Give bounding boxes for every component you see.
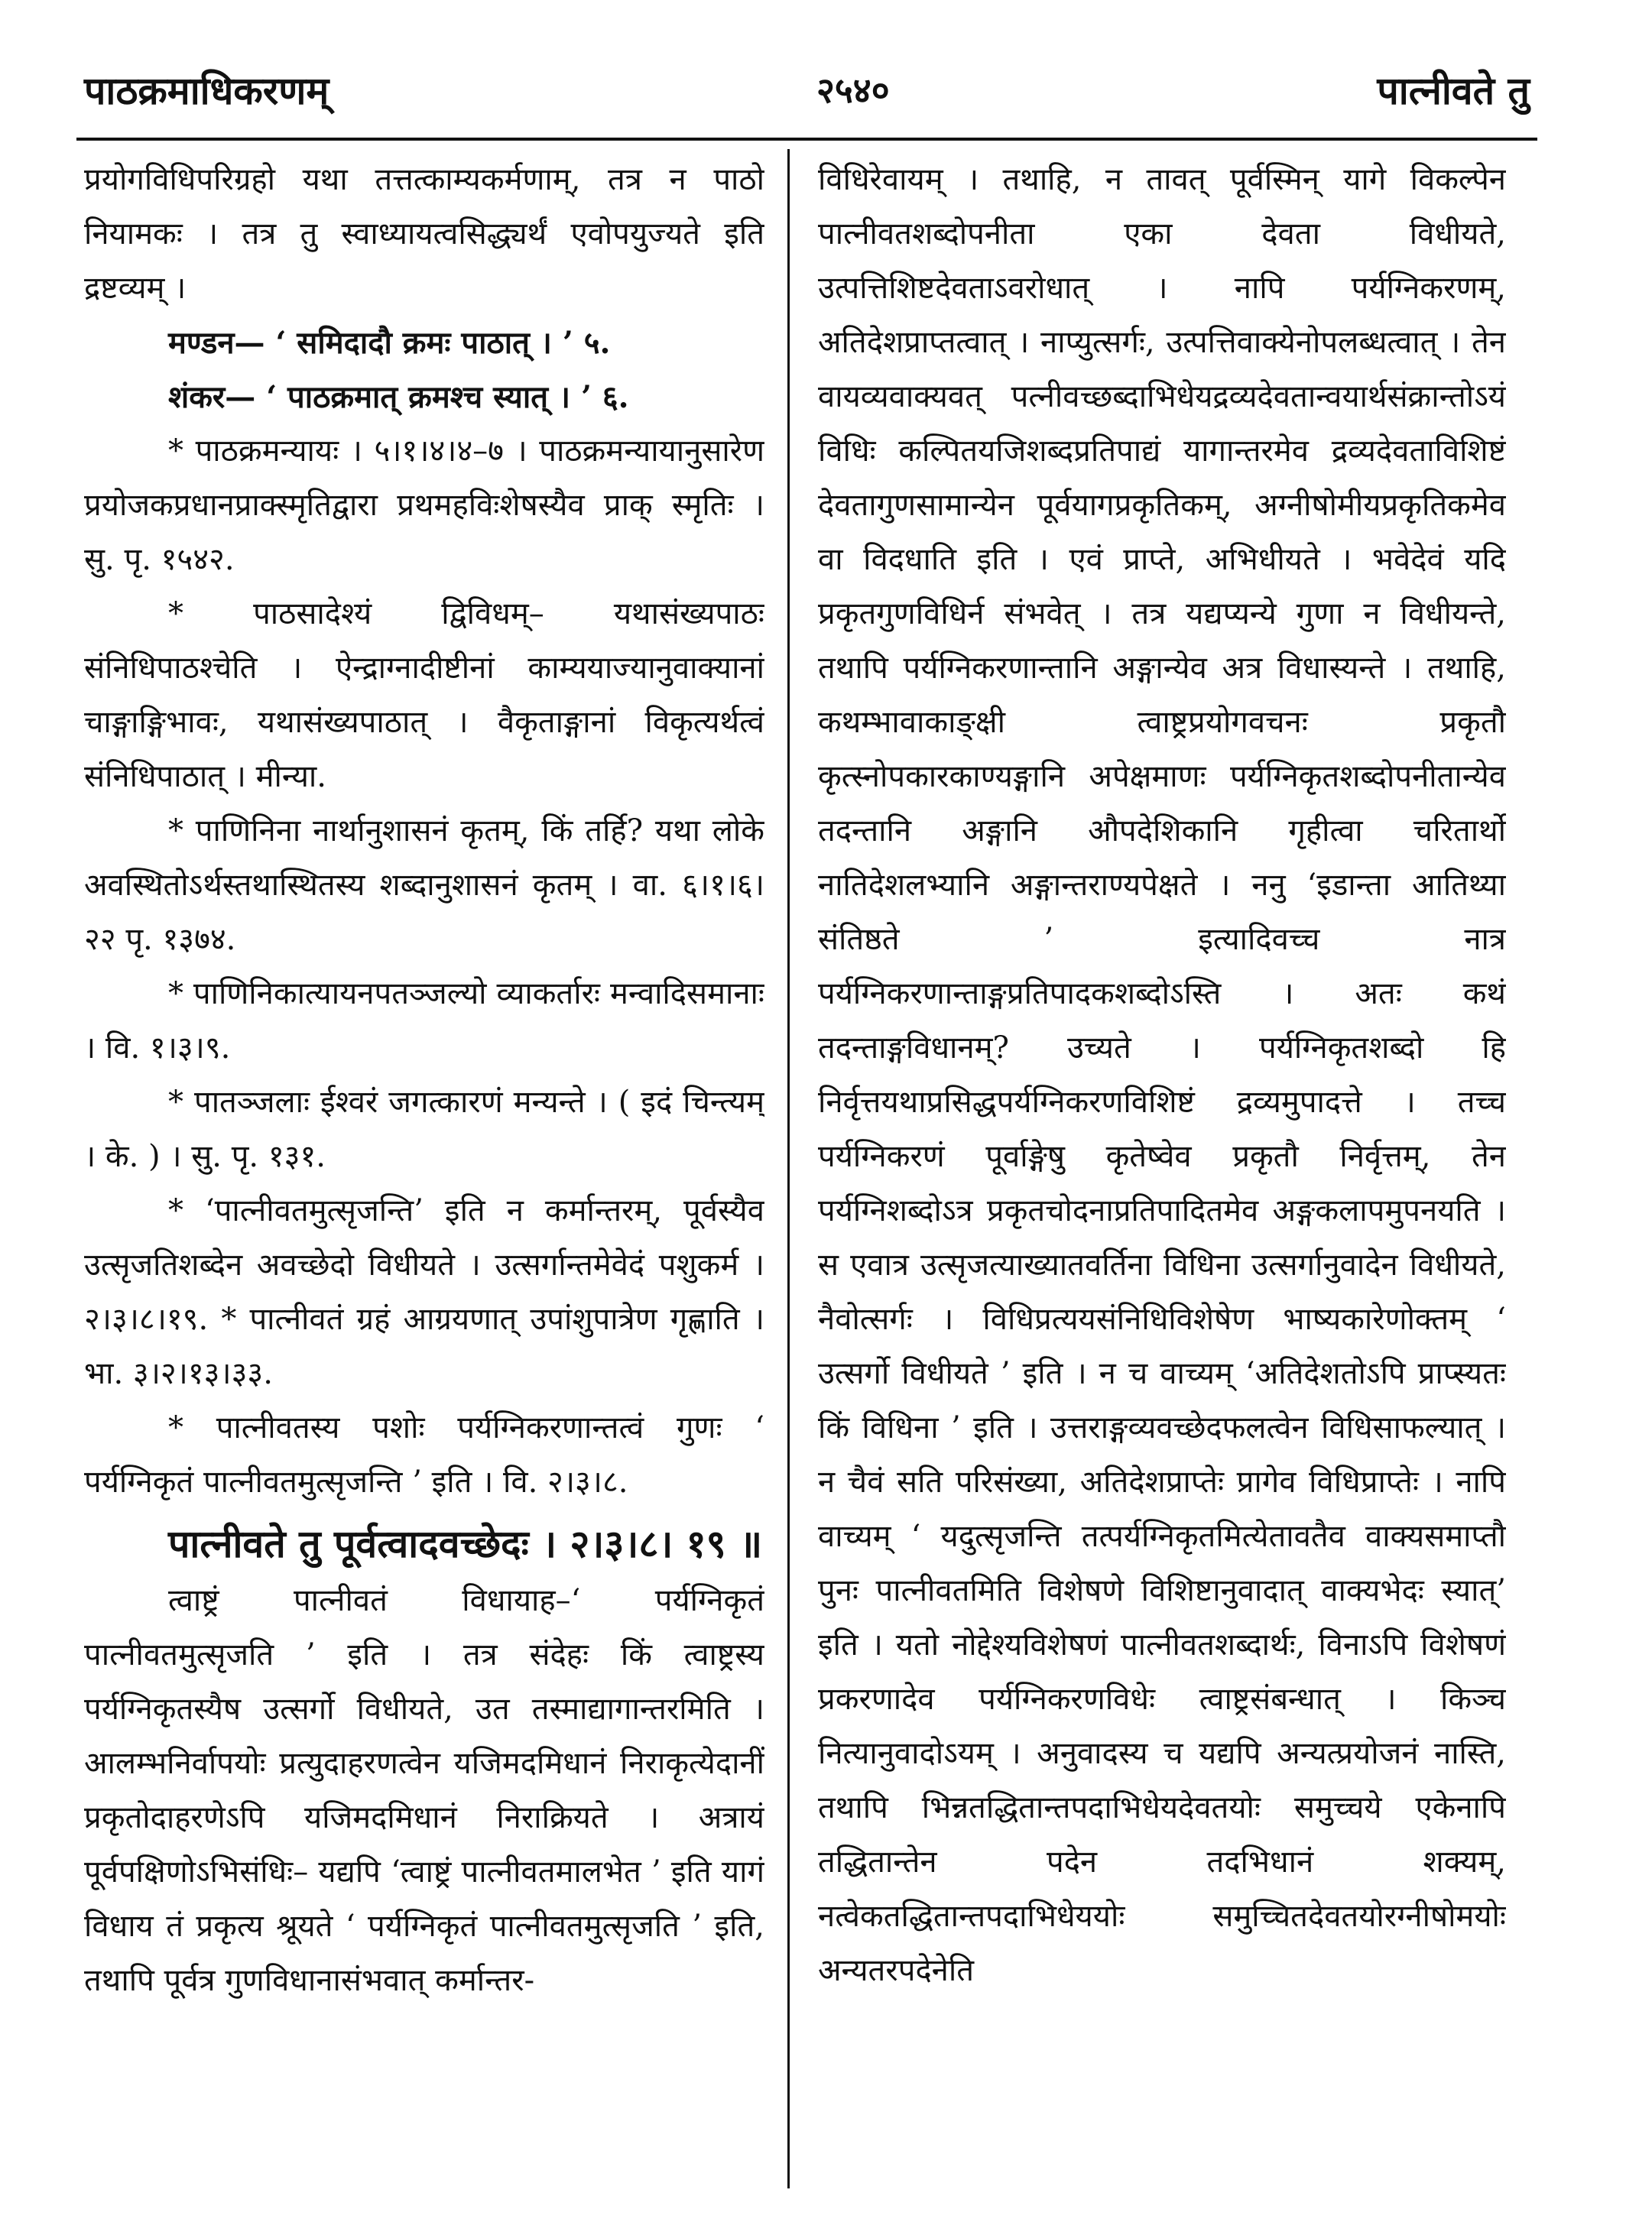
paragraph: पात्नीवते तु पूर्वत्वादवच्छेदः । २।३।८। १९ ॥ — [168, 1521, 763, 1566]
paragraph: विधिरेवायम् । तथाहि, न तावत् पूर्वस्मिन् यागे विकल्पेन पात्नीवतशब्दोपनीता एका देवता विधीयते, उत्पत्तिशिष्टदेवताऽवरोधात् । नापि पर्यग्निकरणम्, अतिदेशप्राप्तत्वात् । नाप्युत्सर्गः, उत्पत्तिवाक्येनोपलब्धत्वात् । तेन वायव्यवाक्यवत् पत्नीवच्छब्दाभिधेयद्रव्यदेवतान्वयार्थसंक्रान्तोऽयं विधिः कल्पितयजिशब्दप्रतिपाद्यं यागान्तरमेव द्रव्यदेवताविशिष्टं देवतागुणसामान्येन पूर्वयागप्रकृतिकम्, अग्नीषोमीयप्रकृतिकमेव वा विदधाति इति । एवं प्राप्ते, अभिधीयते । भवेदेवं यदि प्रकृतगुणविधिर्न संभवेत् । तत्र यद्यप्यन्ये गुणा न विधीयन्ते, तथापि पर्यग्निकरणान्तानि अङ्गान्येव अत्र विधास्यन्ते । तथाहि, कथम्भावाकाङ्क्षी त्वाष्ट्रप्रयोगवचनः प्रकृतौ कृत्स्नोपकारकाण्यङ्गानि अपेक्षमाणः पर्यग्निकृतशब्दोपनीतान्येव तदन्तानि अङ्गानि औपदेशिकानि गृहीत्वा चरितार्थो नातिदेशलभ्यानि अङ्गान्तराण्यपेक्षते । ननु ‘इडान्ता आतिथ्या संतिष्ठते ’ इत्यादिवच्च नात्र पर्यग्निकरणान्ताङ्गप्रतिपादकशब्दोऽस्ति । अतः कथं तदन्ताङ्गविधानम्? उच्यते । पर्यग्निकृतशब्दो हि निर्वृत्तयथाप्रसिद्धपर्यग्निकरणविशिष्टं द्रव्यमुपादत्ते । तच्च पर्यग्निकरणं पूर्वाङ्गेषु कृतेष्वेव प्रकृतौ निर्वृत्तम्, तेन पर्यग्निशब्दोऽत्र प्रकृतचोदनाप्रतिपादितमेव अङ्गकलापमुपनयति । स एवात्र उत्सृजत्याख्यातवर्तिना विधिना उत्सर्गानुवादेन विधीयते, नैवोत्सर्गः । विधिप्रत्ययसंनिधिविशेषेण भाष्यकारेणोक्तम् ‘ उत्सर्गो विधीयते ’ इति । न च वाच्यम् ‘अतिदेशतोऽपि प्राप्स्यतः किं विधिना ’ इति । उत्तराङ्गव्यवच्छेदफलत्वेन विधिसाफल्यात् । न चैवं सति परिसंख्या, अतिदेशप्राप्तेः प्रागेव विधिप्राप्तेः । नापि वाच्यम् ‘ यदुत्सृजन्ति तत्पर्यग्निकृतमित्येतावतैव वाक्यसमाप्तौ पुनः पात्नीवतमिति विशेषणे विशिष्टानुवादात् वाक्यभेदः स्यात्’ इति । यतो नोद्देश्यविशेषणं पात्नीवतशब्दार्थः, विनाऽपि विशेषणं प्रकरणादेव पर्यग्निकरणविधेः त्वाष्ट्रसंबन्धात् । किञ्च नित्यानुवादोऽयम् । अनुवादस्य च यद्यपि अन्यत्प्रयोजनं नास्ति, तथापि भिन्नतद्धितान्तपदाभिधेयदेवतयोः समुच्चये एकेनापि तद्धितान्तेन पदेन तदभिधानं शक्यम्, नत्वेकतद्धितान्तपदाभिधेययोः समुच्चितदेवतयोरग्नीषोमयोः अन्यतरपदेनेति — [818, 162, 1506, 1988]
header-rule — [76, 138, 1537, 141]
header-catchword: पात्नीवते तु — [1377, 68, 1530, 113]
paragraph: * पाठक्रमन्यायः । ५।१।४।४–७ । पाठक्रमन्यायानुसारेण प्रयोजकप्रधानप्राक्स्मृतिद्वारा प्रथमहविःशेषस्यैव प्राक् स्मृतिः । सु. पृ. १५४२. — [84, 433, 764, 577]
paragraph: * ‘पात्नीवतमुत्सृजन्ति’ इति न कर्मान्तरम्, पूर्वस्यैव उत्सृजतिशब्देन अवच्छेदो विधीयते । उत्सर्गान्तमेवेदं पशुकर्म । २।३।८।१९. * पात्नीवतं ग्रहं आग्रयणात् उपांशुपात्रेण गृह्णाति । भा. ३।२।१३।३३. — [84, 1193, 764, 1391]
page-number: २५४० — [816, 70, 890, 111]
right-column — [818, 153, 1506, 2173]
paragraph: * पाणिनिना नार्थानुशासनं कृतम्, किं तर्हि? यथा लोके अवस्थितोऽर्थस्तथास्थितस्य शब्दानुशासनं कृतम् । वा. ६।१।६।२२ पृ. १३७४. — [84, 813, 764, 957]
paragraph: * पाणिनिकात्यायनपतञ्जल्यो व्याकर्तारः मन्वादिसमानाः । वि. १।३।९. — [84, 976, 764, 1066]
left-column — [84, 153, 764, 2173]
paragraph: शंकर— ‘ पाठक्रमात् क्रमश्च स्यात् । ’ ६. — [168, 379, 629, 415]
paragraph: मण्डन— ‘ समिदादौ क्रमः पाठात् । ’ ५. — [168, 325, 611, 361]
column-divider — [787, 149, 790, 2188]
paragraph: प्रयोगविधिपरिग्रहो यथा तत्तत्काम्यकर्मणाम्, तत्र न पाठो नियामकः । तत्र तु स्वाध्यायत्वसिद्ध्यर्थं एवोपयुज्यते इति द्रष्टव्यम् । — [84, 162, 764, 306]
header-section-title: पाठक्रमाधिकरणम् — [84, 68, 329, 113]
paragraph: * पातञ्जलाः ईश्वरं जगत्कारणं मन्यन्ते । ( इदं चिन्त्यम् । के. ) । सु. पृ. १३१. — [84, 1085, 764, 1174]
paragraph: * पाठसादेश्यं द्विविधम्– यथासंख्यपाठः संनिधिपाठश्चेति । ऐन्द्राग्नादीष्टीनां काम्ययाज्यानुवाक्यानां चाङ्गाङ्गिभावः, यथासंख्यपाठात् । वैकृताङ्गानां विकृत्यर्थत्वं संनिधिपाठात् । मीन्या. — [84, 596, 764, 794]
paragraph: त्वाष्ट्रं पात्नीवतं विधायाह–‘ पर्यग्निकृतं पात्नीवतमुत्सृजति ’ इति । तत्र संदेहः किं त्वाष्ट्रस्य पर्यग्निकृतस्यैष उत्सर्गो विधीयते, उत तस्माद्यागान्तरमिति । आलम्भनिर्वापयोः प्रत्युदाहरणत्वेन यजिमदमिधानं निराकृत्येदानीं प्रकृतोदाहरणेऽपि यजिमदमिधानं निराक्रियते । अत्रायं पूर्वपक्षिणोऽभिसंधिः– यद्यपि ‘त्वाष्ट्रं पात्नीवतमालभेत ’ इति यागं विधाय तं प्रकृत्य श्रूयते ‘ पर्यग्निकृतं पात्नीवतमुत्सृजति ’ इति, तथापि पूर्वत्र गुणविधानासंभवात् कर्मान्तर- — [84, 1583, 764, 1998]
running-header — [84, 55, 1530, 124]
paragraph: * पात्नीवतस्य पशोः पर्यग्निकरणान्तत्वं गुणः ‘ पर्यग्निकृतं पात्नीवतमुत्सृजन्ति ’ इति । वि. २।३।८. — [84, 1410, 764, 1500]
